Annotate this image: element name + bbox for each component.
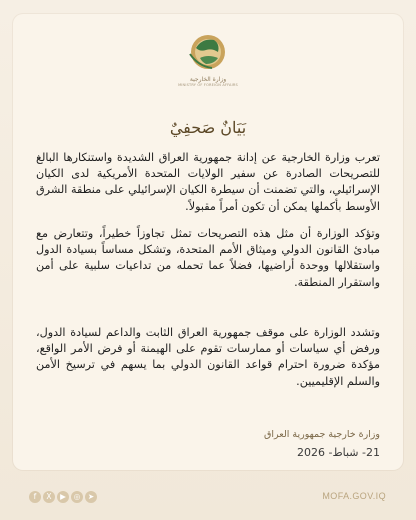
ministry-name-ar: وزارة الخارجية [189,76,227,83]
signature-block [264,428,380,461]
paragraph-3: وتشدد الوزارة على موقف جمهورية العراق الثابت والداعم لسيادة الدول، ورفض أي سياسات أو ممارسات تقوم على الهيمنة أو فرض الأمر الواقع، مؤكدة ضرورة احترام قواعد القانون الدولي بما يسهم في ترسيخ الأمن والسلم الإقليميين. [36,326,380,388]
telegram-icon[interactable]: ➤ [85,491,97,503]
paragraph-2: وتؤكد الوزارة أن مثل هذه التصريحات تمثل تجاوزاً خطيراً، وتتعارض مع مبادئ القانون الدولي وميثاق الأمم المتحدة، وتشكل مساساً بسيادة الدول واستقلالها ووحدة أراضيها، فضلاً عما تحمله من تداعيات سلبية على أمن واستقرار المنطقة. [36,227,380,289]
ministry-logo [184,28,232,76]
instagram-icon[interactable]: ◎ [71,491,83,503]
website-url[interactable]: MOFA.GOV.IQ [322,491,386,501]
youtube-icon[interactable]: ▶ [57,491,69,503]
statement-title: بَيَانٌ صَحفِيٌ [169,118,247,137]
statement-date: 21- شباط- 2026 [297,446,380,459]
paragraph-1: تعرب وزارة الخارجية عن إدانة جمهورية العراق الشديدة واستنكارها البالغ للتصريحات الصادرة عن سفير الولايات المتحدة الأمريكية لدى الكيان الإسرائيلي، والتي تضمنت أن سيطرة الكيان الإسرائيلي على منطقة الشرق الأوسط بأكملها يمكن أن تكون أمراً مقبولاً. [36,151,380,213]
ministry-name-en: MINISTRY OF FOREIGN AFFAIRS [178,83,238,87]
x-icon[interactable]: X [43,491,55,503]
facebook-icon[interactable]: f [29,491,41,503]
social-icons [29,491,97,505]
signature-ministry: وزارة خارجية جمهورية العراق [264,429,380,440]
